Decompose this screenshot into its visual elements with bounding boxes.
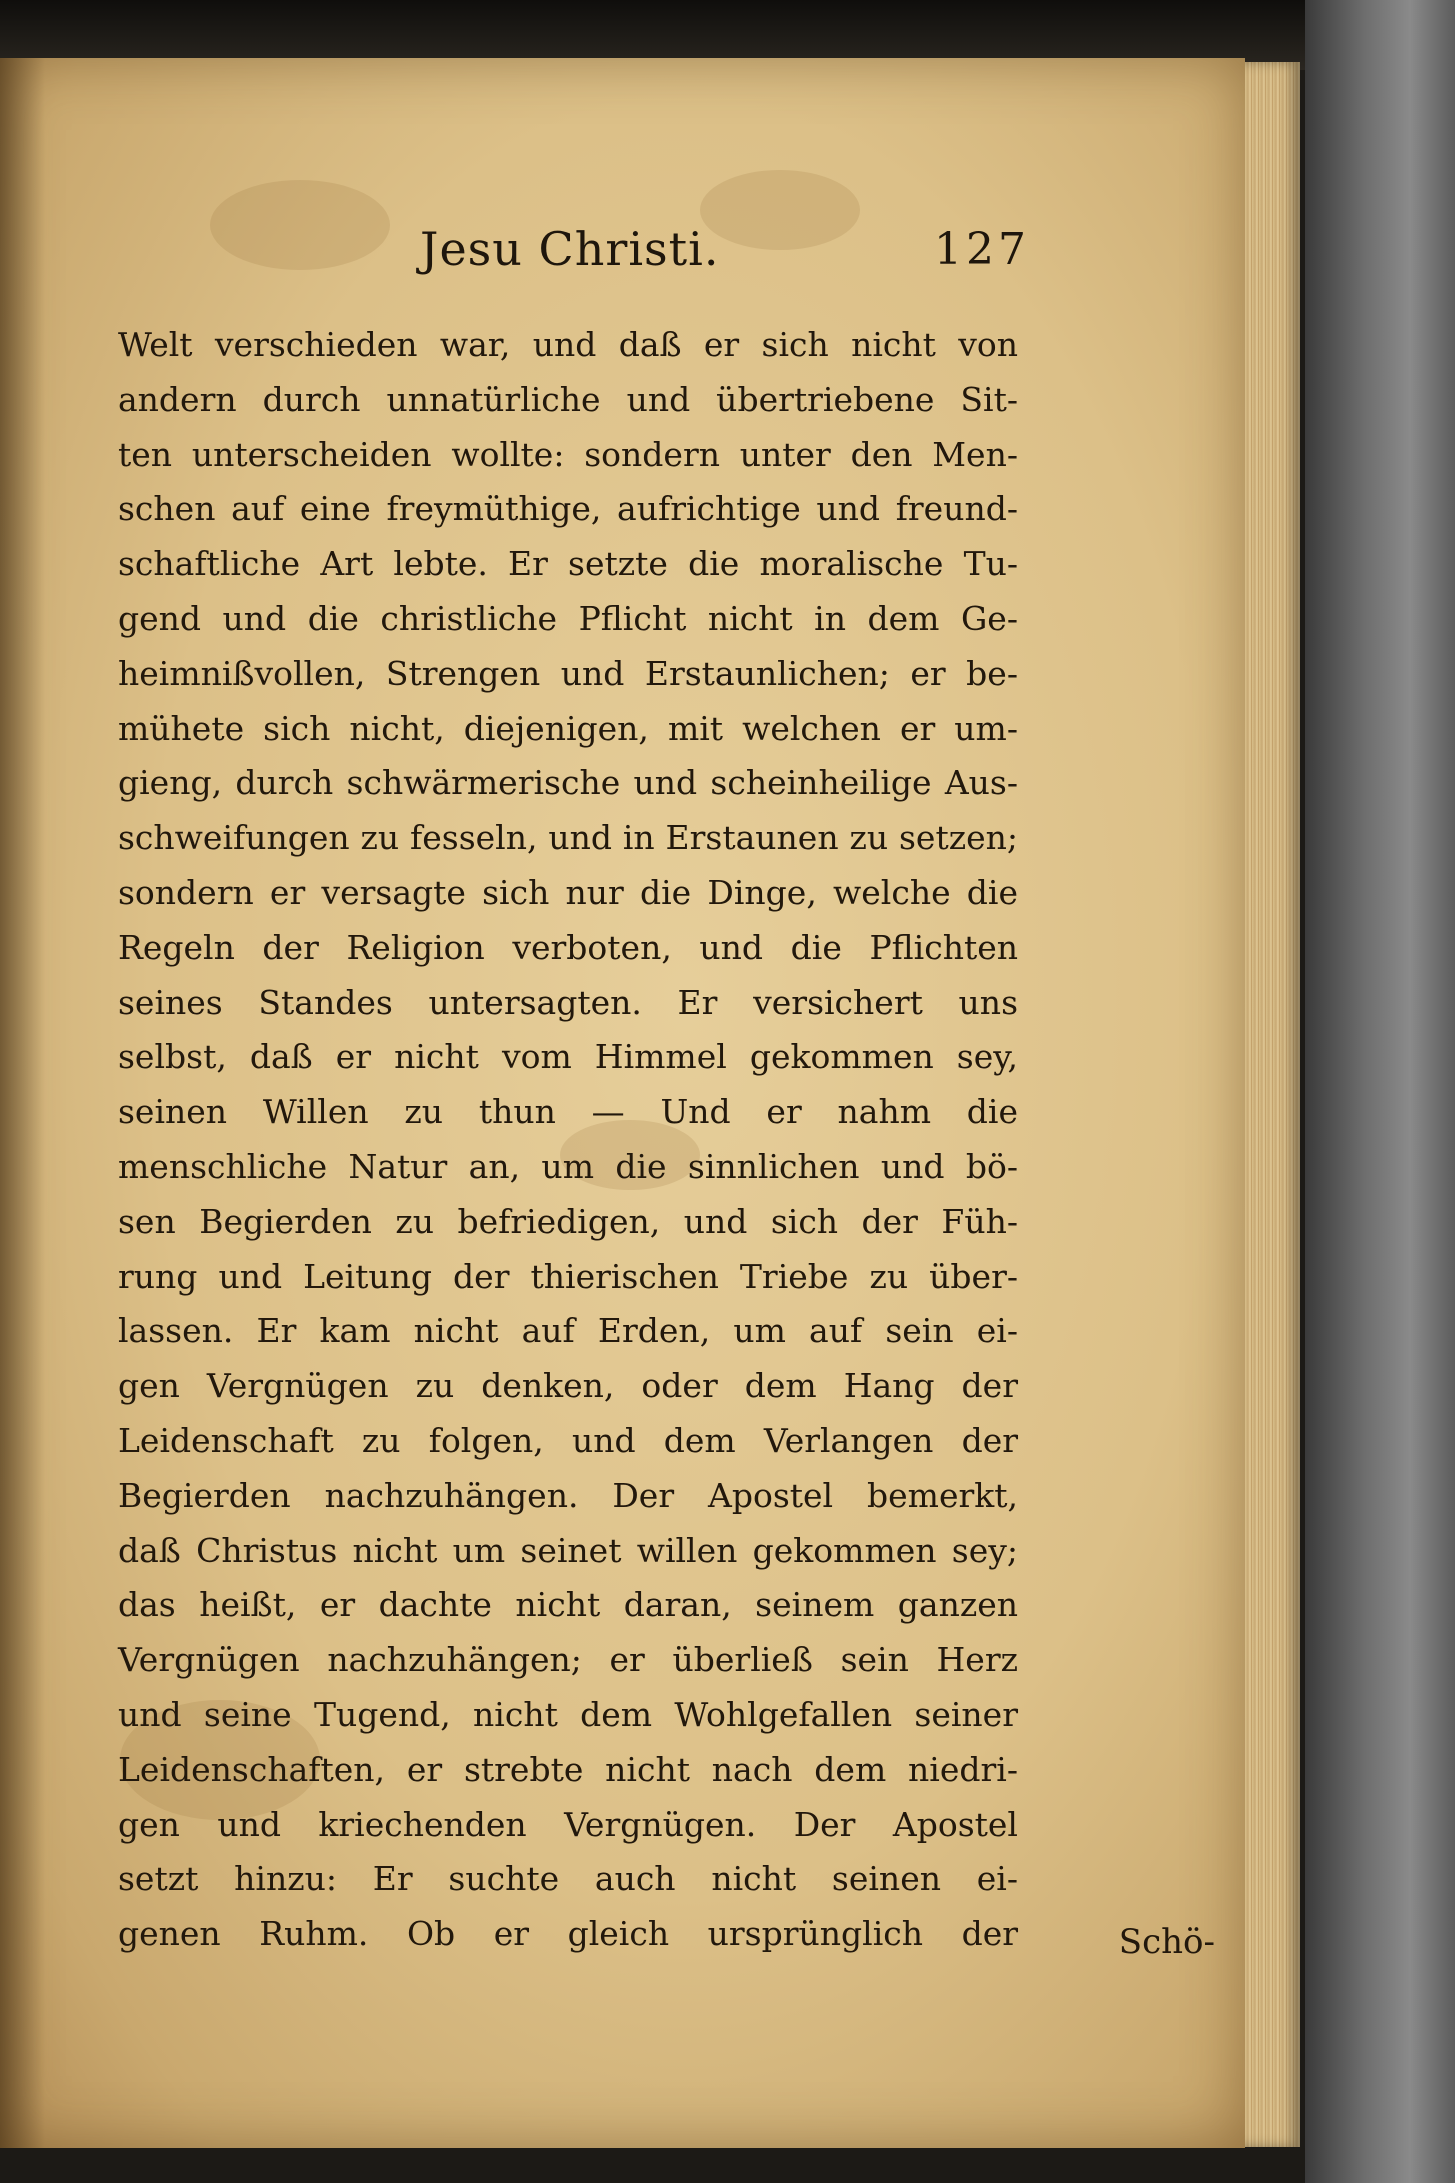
text-line: sondern er versagte sich nur die Dinge, welche die <box>118 872 1018 912</box>
text-line: mühete sich nicht, diejenigen, mit welchen er um- <box>118 708 1018 748</box>
text-line: andern durch unnatürliche und übertriebene Sit- <box>118 379 1018 419</box>
scanner-bed-right <box>1305 0 1455 2183</box>
text-line: Vergnügen nachzuhängen; er überließ sein Herz <box>118 1640 1018 1680</box>
text-line: schaftliche Art lebte. Er setzte die moralische Tu- <box>118 544 1018 584</box>
catchword: Schö- <box>1118 1922 1215 1962</box>
text-line: heimnißvollen, Strengen und Erstaunlichen; er be- <box>118 653 1018 693</box>
text-line: seinen Willen zu thun — Und er nahm die <box>118 1092 1018 1132</box>
text-line: schen auf eine freymüthige, aufrichtige und freund- <box>118 489 1018 529</box>
text-line: gieng, durch schwärmerische und scheinheilige Aus- <box>118 763 1018 803</box>
text-line: lassen. Er kam nicht auf Erden, um auf sein ei- <box>118 1311 1018 1351</box>
text-line: gen und kriechenden Vergnügen. Der Apostel <box>118 1804 1018 1844</box>
text-line: selbst, daß er nicht vom Himmel gekommen sey, <box>118 1037 1018 1077</box>
running-head: Jesu Christi. <box>420 222 720 276</box>
text-line: Leidenschaften, er strebte nicht nach dem niedri- <box>118 1749 1018 1789</box>
page-header <box>420 222 1040 292</box>
text-line: Regeln der Religion verboten, und die Pflichten <box>118 927 1018 967</box>
page-number: 127 <box>934 224 1030 275</box>
text-line: ten unterscheiden wollte: sondern unter den Men- <box>118 434 1018 474</box>
text-line: menschliche Natur an, um die sinnlichen und bö- <box>118 1146 1018 1186</box>
text-line: gen Vergnügen zu denken, oder dem Hang der <box>118 1366 1018 1406</box>
text-line: sen Begierden zu befriedigen, und sich der Füh- <box>118 1201 1018 1241</box>
foxing-stain <box>210 180 390 270</box>
gutter-shadow <box>0 58 45 2148</box>
text-line: genen Ruhm. Ob er gleich ursprünglich der <box>118 1914 1018 1954</box>
text-line: seines Standes untersagten. Er versichert uns <box>118 982 1018 1022</box>
text-line: gend und die christliche Pflicht nicht in dem Ge- <box>118 598 1018 638</box>
text-line: setzt hinzu: Er suchte auch nicht seinen ei- <box>118 1859 1018 1899</box>
text-line: schweifungen zu fesseln, und in Erstaunen zu setzen; <box>118 818 1018 858</box>
text-line: das heißt, er dachte nicht daran, seinem ganzen <box>118 1585 1018 1625</box>
text-line: rung und Leitung der thierischen Triebe zu über- <box>118 1256 1018 1296</box>
text-line: Begierden nachzuhängen. Der Apostel bemerkt, <box>118 1475 1018 1515</box>
body-text <box>118 318 1018 1962</box>
text-line: daß Christus nicht um seinet willen gekommen sey; <box>118 1530 1018 1570</box>
text-line: Leidenschaft zu folgen, und dem Verlangen der <box>118 1420 1018 1460</box>
text-line: Welt verschieden war, und daß er sich nicht von <box>118 325 1018 364</box>
text-line: und seine Tugend, nicht dem Wohlgefallen seiner <box>118 1694 1018 1734</box>
